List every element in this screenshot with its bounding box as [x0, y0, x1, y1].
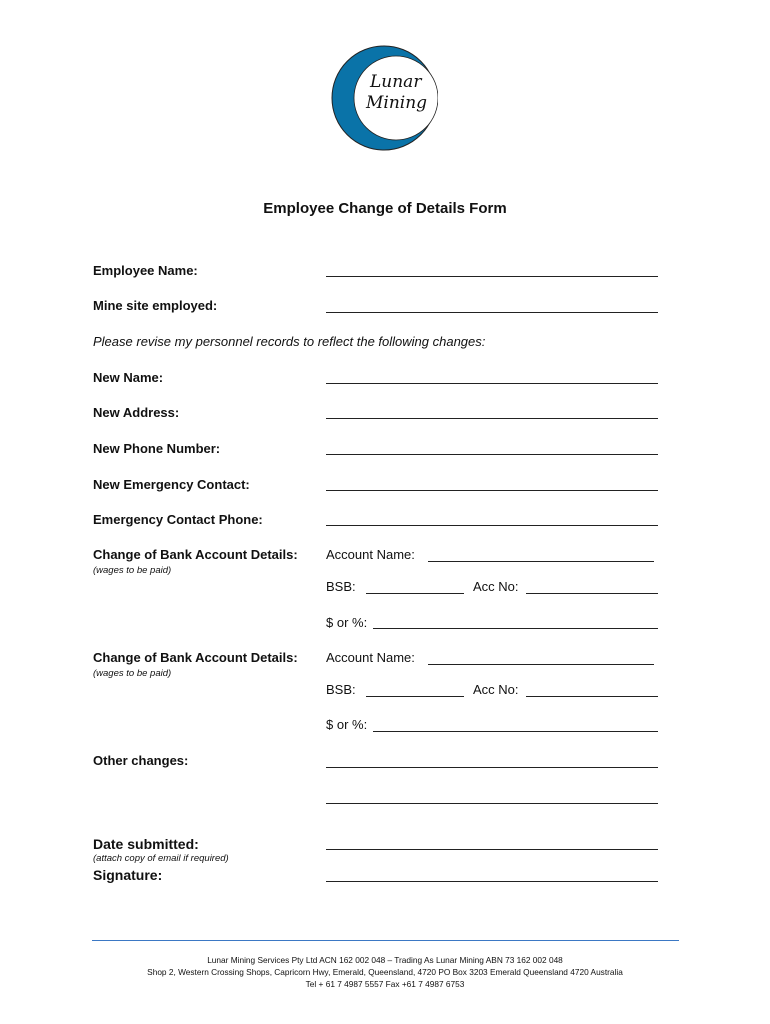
acc-no-label-2: Acc No: [473, 682, 519, 697]
new-emergency-contact-label: New Emergency Contact: [93, 477, 250, 492]
acc-no-field-2[interactable] [526, 696, 658, 697]
other-changes-field-1[interactable] [326, 767, 658, 768]
new-emergency-contact-field[interactable] [326, 490, 658, 491]
emergency-phone-label: Emergency Contact Phone: [93, 512, 263, 527]
date-submitted-field[interactable] [326, 849, 658, 850]
bsb-field-2[interactable] [366, 696, 464, 697]
bsb-label-1: BSB: [326, 579, 356, 594]
new-phone-field[interactable] [326, 454, 658, 455]
employee-name-field[interactable] [326, 276, 658, 277]
account-name-label-1: Account Name: [326, 547, 415, 562]
bank-details-sublabel-2: (wages to be paid) [93, 668, 172, 679]
footer-address-line: Shop 2, Western Crossing Shops, Capricorn Hwy, Emerald, Queensland, 4720 PO Box 3203 Emerald Queensland 4720 Australia [147, 967, 623, 977]
date-submitted-label: Date submitted: [93, 836, 199, 852]
new-name-field[interactable] [326, 383, 658, 384]
other-changes-field-2[interactable] [326, 803, 658, 804]
new-address-field[interactable] [326, 418, 658, 419]
svg-text:Mining: Mining [366, 93, 428, 113]
amount-label-2: $ or %: [326, 717, 368, 732]
signature-field[interactable] [326, 881, 658, 882]
mine-site-label: Mine site employed: [93, 298, 218, 313]
mine-site-field[interactable] [326, 312, 658, 313]
signature-label: Signature: [93, 867, 163, 883]
intro-text: Please revise my personnel records to reflect the following changes: [93, 334, 486, 349]
bank-details-label-2: Change of Bank Account Details: [93, 650, 298, 665]
amount-label-1: $ or %: [326, 615, 368, 630]
lunar-mining-logo [330, 44, 438, 152]
form-title: Employee Change of Details Form [263, 200, 507, 217]
employee-name-label: Employee Name: [93, 263, 198, 278]
amount-field-1[interactable] [373, 628, 658, 629]
date-submitted-note: (attach copy of email if required) [93, 853, 229, 864]
account-name-field-2[interactable] [428, 664, 654, 665]
bsb-field-1[interactable] [366, 593, 464, 594]
new-address-label: New Address: [93, 405, 180, 420]
account-name-label-2: Account Name: [326, 650, 415, 665]
footer-company-line: Lunar Mining Services Pty Ltd ACN 162 002 048 – Trading As Lunar Mining ABN 73 162 002 048 [207, 955, 563, 965]
acc-no-label-1: Acc No: [473, 579, 519, 594]
svg-text:Lunar: Lunar [370, 72, 422, 92]
bsb-label-2: BSB: [326, 682, 356, 697]
new-name-label: New Name: [93, 370, 164, 385]
amount-field-2[interactable] [373, 731, 658, 732]
other-changes-label: Other changes: [93, 753, 189, 768]
bank-details-sublabel-1: (wages to be paid) [93, 565, 172, 576]
bank-details-label-1: Change of Bank Account Details: [93, 547, 298, 562]
acc-no-field-1[interactable] [526, 593, 658, 594]
new-phone-label: New Phone Number: [93, 441, 221, 456]
footer-contact-line: Tel + 61 7 4987 5557 Fax +61 7 4987 6753 [305, 979, 465, 989]
emergency-phone-field[interactable] [326, 525, 658, 526]
footer-divider [92, 940, 679, 941]
account-name-field-1[interactable] [428, 561, 654, 562]
